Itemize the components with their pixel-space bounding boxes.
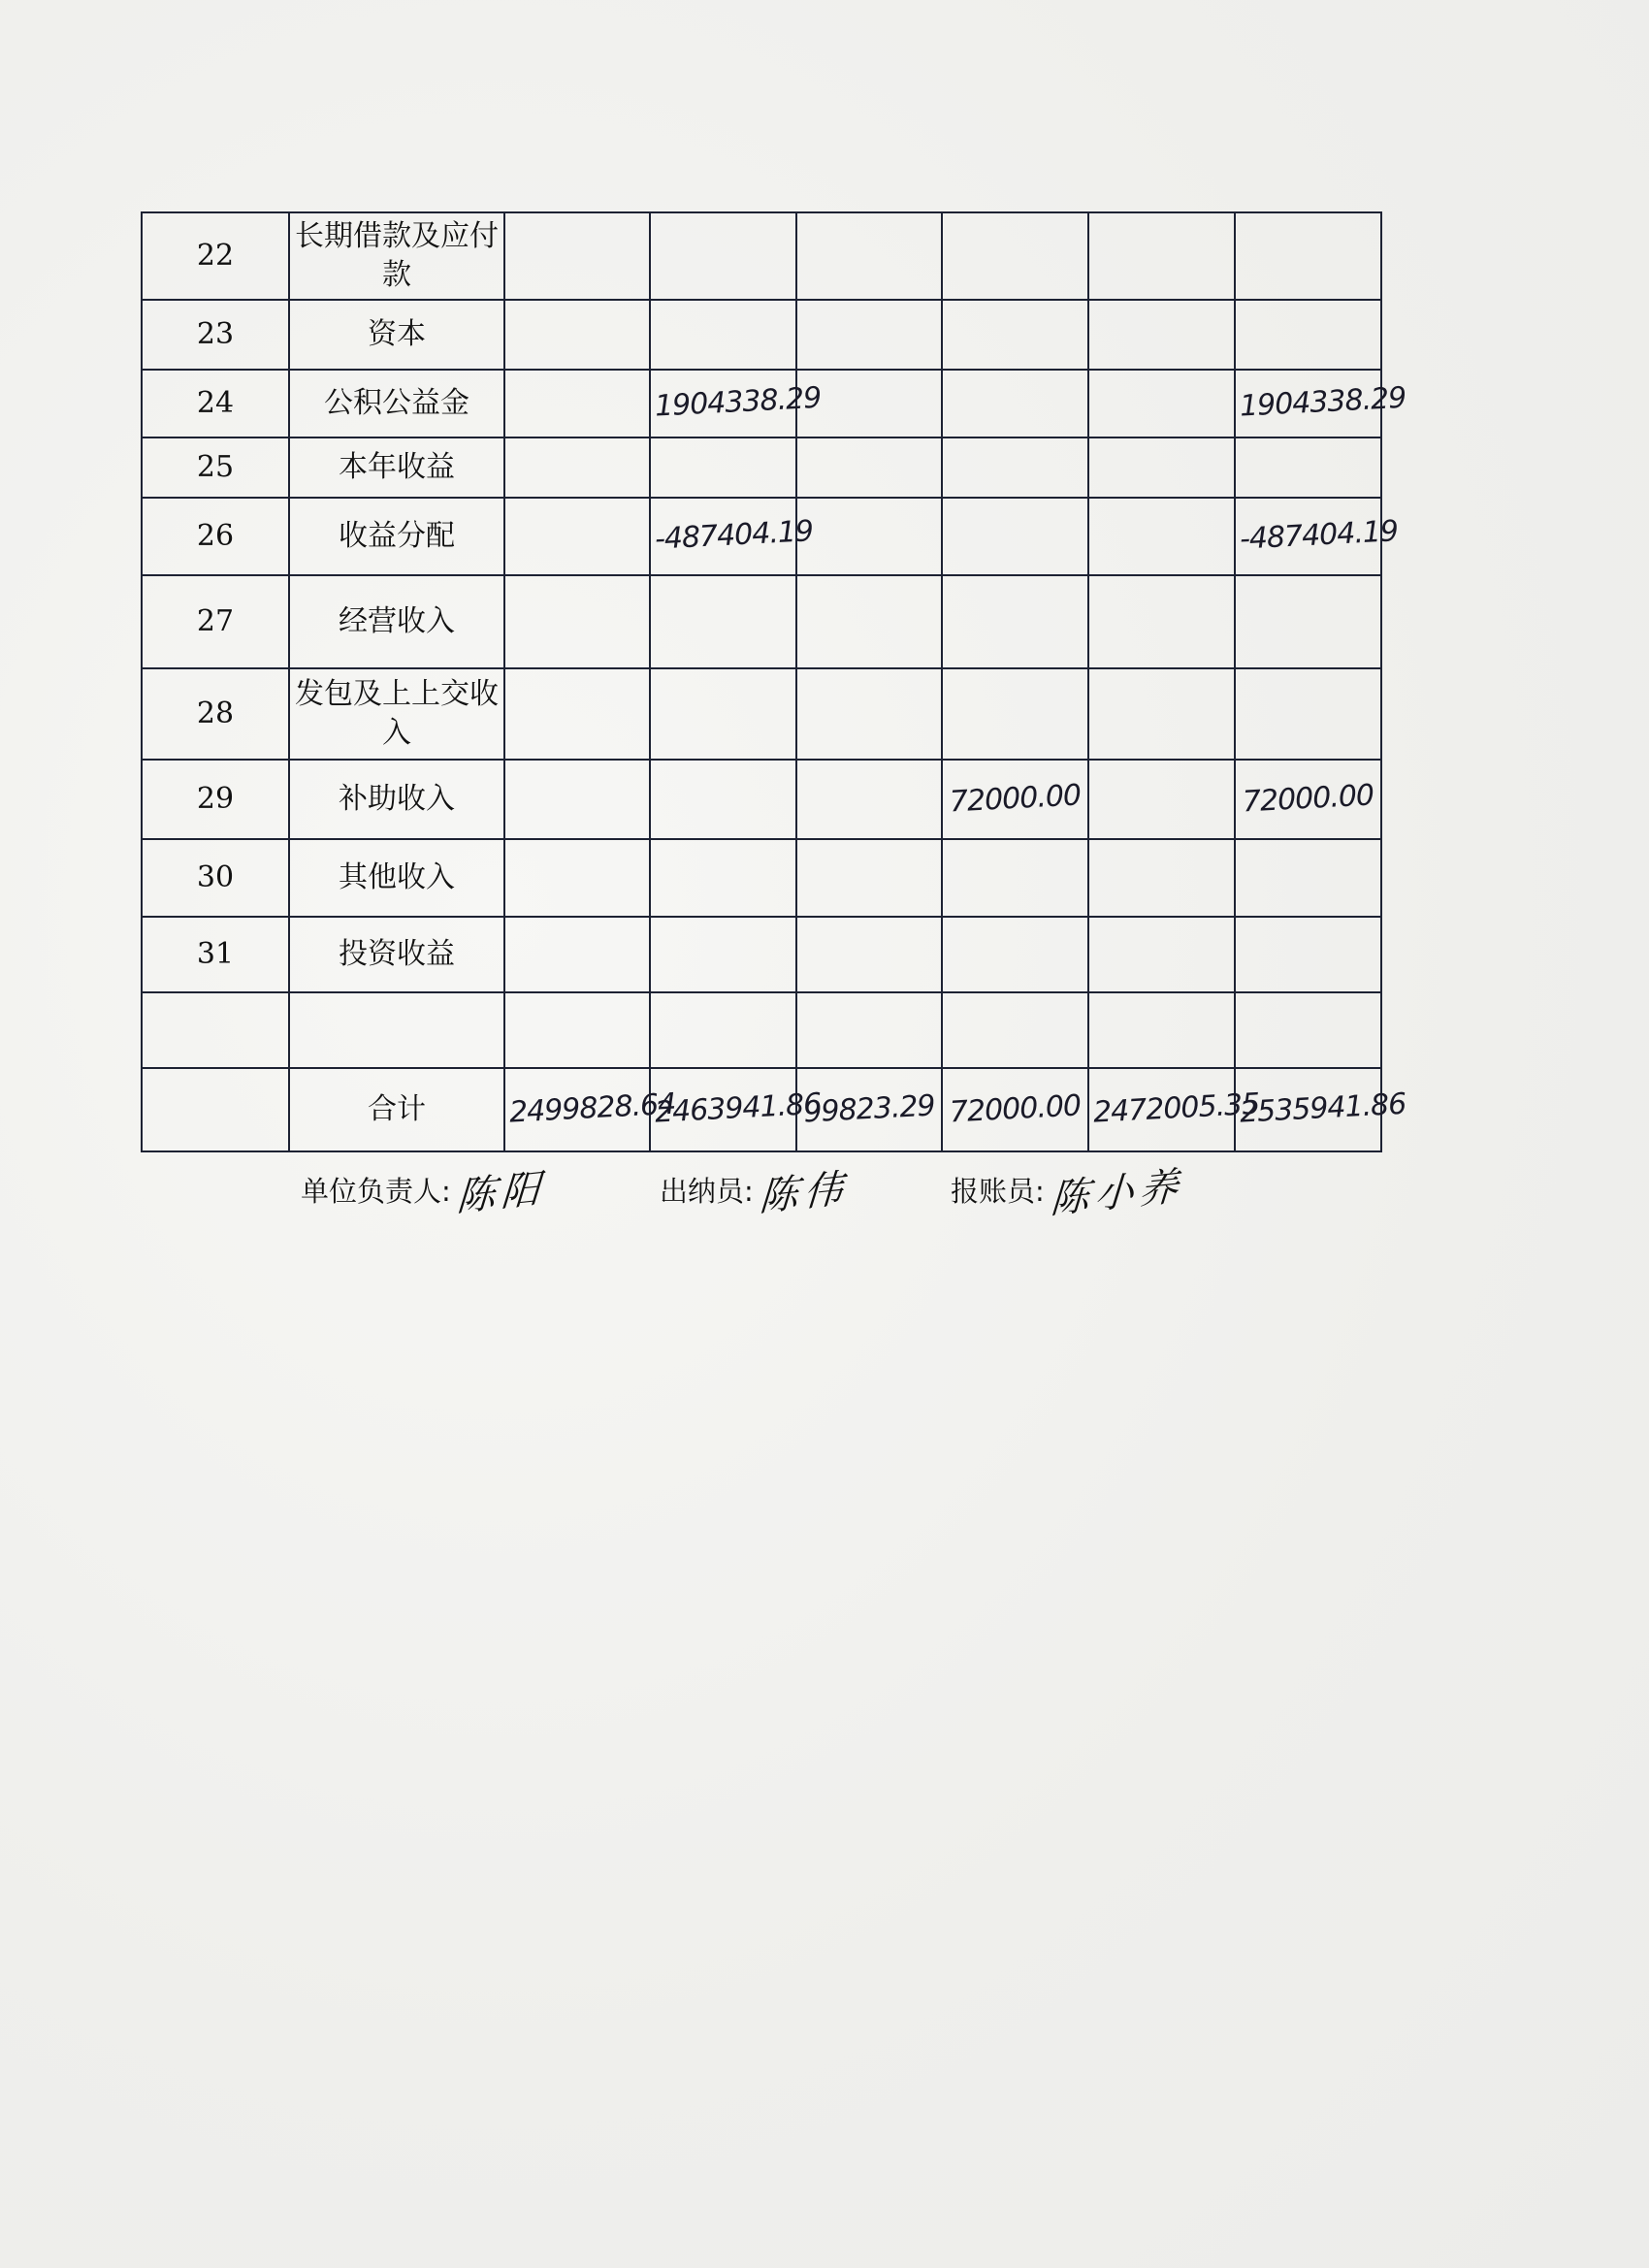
amount-cell [648,209,799,304]
table-row [142,668,1381,760]
cashier-signature [660,1162,850,1221]
amount-cell [794,988,944,1072]
amount-cell [940,913,1090,996]
table-row [142,212,1381,300]
amount-cell [794,209,945,304]
amount-cell: -487404.19 [648,494,798,579]
amount-cell [1086,366,1236,441]
total-label: 合计 [289,1068,504,1151]
amount-cell [1233,835,1383,921]
row-number: 30 [142,839,289,917]
table-row [142,498,1381,575]
unit-head-signature [301,1162,547,1221]
row-item-name: 发包及上上交收入 [289,668,504,760]
amount-cell [1086,756,1237,843]
row-number: 24 [142,370,289,437]
bookkeeper-signature [951,1162,1185,1223]
amount-cell [940,366,1089,441]
amount-cell [502,366,651,441]
amount-cell [794,296,944,373]
amount-cell [1086,209,1238,304]
table-row [142,917,1381,992]
amount-cell [1233,434,1382,502]
row-number: 28 [142,668,289,760]
amount-cell [648,664,799,763]
row-number: 29 [142,760,289,839]
row-number: 23 [142,300,289,370]
row-item-name: 补助收入 [289,760,504,839]
amount-cell [648,296,798,373]
amount-cell [1233,296,1383,373]
amount-cell [502,664,653,763]
row-item-name: 本年收益 [289,437,504,498]
amount-cell [1086,571,1238,672]
amount-cell [502,913,652,996]
amount-cell [794,571,945,672]
amount-cell [1233,664,1384,763]
cashier-label: 出纳员: [660,1175,754,1208]
table-row [142,839,1381,917]
amount-cell [794,664,945,763]
amount-cell [794,835,944,921]
table-row [142,760,1381,839]
total-amount-cell: 99823.29 [794,1064,944,1155]
total-amount-cell: 2463941.86 [648,1064,798,1155]
amount-cell [794,434,943,502]
amount-cell [648,571,799,672]
amount-cell: 72000.00 [940,756,1090,843]
amount-cell [1086,664,1238,763]
amount-cell [940,296,1090,373]
row-item-name [289,992,504,1068]
table-row [142,437,1381,498]
total-row [142,1068,1381,1151]
row-number: 31 [142,917,289,992]
row-number: 27 [142,575,289,668]
amount-cell [502,209,653,304]
amount-cell [648,756,798,843]
amount-cell [502,296,652,373]
total-amount-cell: 72000.00 [940,1064,1090,1155]
amount-cell [940,571,1091,672]
amount-cell [648,434,797,502]
amount-cell [1086,296,1237,373]
signature-row [301,1162,1368,1230]
amount-cell [1086,913,1237,996]
amount-cell: -487404.19 [1233,494,1383,579]
unit-head-name: 陈阳 [455,1165,547,1221]
table-row [142,300,1381,370]
row-item-name: 投资收益 [289,917,504,992]
amount-cell: 72000.00 [1233,756,1383,843]
amount-cell [940,209,1091,304]
row-item-name: 资本 [289,300,504,370]
row-item-name: 收益分配 [289,498,504,575]
amount-cell [940,835,1090,921]
amount-cell: 1904338.29 [1233,366,1382,441]
bookkeeper-label: 报账员: [951,1175,1045,1208]
amount-cell [940,494,1090,579]
amount-cell [1086,434,1236,502]
row-number: 25 [142,437,289,498]
amount-cell [794,366,943,441]
amount-cell [502,434,651,502]
amount-cell [1233,913,1383,996]
row-number [142,992,289,1068]
amount-cell [502,494,652,579]
row-number: 22 [142,212,289,300]
amount-cell [502,988,652,1072]
amount-cell [648,988,798,1072]
row-item-name: 经营收入 [289,575,504,668]
amount-cell [502,835,652,921]
amount-cell: 1904338.29 [648,366,797,441]
amount-cell [794,494,944,579]
bookkeeper-name: 陈小养 [1049,1163,1185,1223]
amount-cell [648,835,798,921]
row-item-name: 长期借款及应付款 [289,212,504,300]
row-number: 26 [142,498,289,575]
amount-cell [794,756,944,843]
table-row [142,575,1381,668]
amount-cell [940,988,1090,1072]
total-amount-cell: 2535941.86 [1233,1064,1383,1155]
amount-cell [940,434,1089,502]
amount-cell [1086,494,1237,579]
amount-cell [1233,988,1383,1072]
amount-cell [794,913,944,996]
total-amount-cell: 2499828.64 [502,1064,652,1155]
row-number [142,1068,289,1151]
table-row [142,992,1381,1068]
amount-cell [1233,571,1384,672]
row-item-name: 公积公益金 [289,370,504,437]
amount-cell [502,571,653,672]
row-item-name: 其他收入 [289,839,504,917]
amount-cell [502,756,652,843]
amount-cell [940,664,1091,763]
amount-cell [648,913,798,996]
amount-cell [1086,835,1237,921]
amount-cell [1233,209,1384,304]
amount-cell [1086,988,1237,1072]
table-row [142,370,1381,437]
cashier-name: 陈伟 [758,1165,850,1221]
total-amount-cell: 2472005.35 [1086,1064,1237,1155]
ledger-table [141,211,1407,1152]
unit-head-label: 单位负责人: [301,1175,451,1208]
